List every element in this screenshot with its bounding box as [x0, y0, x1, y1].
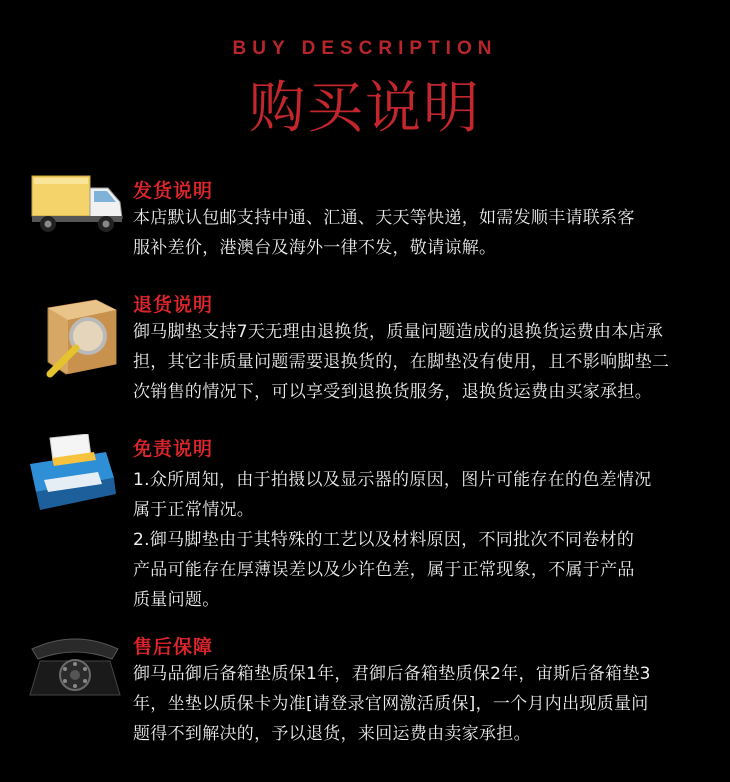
body-line: 次销售的情况下，可以享受到退换货服务，退换货运费由买家承担。	[133, 382, 652, 402]
body-line: 题得不到解决的，予以退货，来回运费由卖家承担。	[133, 724, 531, 744]
section-body	[133, 317, 713, 407]
body-line: 服补差价，港澳台及海外一律不发，敬请谅解。	[133, 238, 497, 258]
body-line: 属于正常情况。	[133, 500, 255, 520]
body-line: 御马脚垫支持7天无理由退换货，质量问题造成的退换货运费由本店承	[133, 322, 664, 342]
section-title: 售后保障	[133, 636, 214, 658]
header-title-en: BUY DESCRIPTION	[232, 38, 498, 59]
body-line: 本店默认包邮支持中通、汇通、天天等快递，如需发顺丰请联系客	[133, 208, 635, 228]
delivery-truck-icon	[30, 170, 126, 240]
section-title: 退货说明	[133, 294, 214, 316]
section-body	[133, 659, 713, 749]
body-line: 产品可能存在厚薄误差以及少许色差，属于正常现象，不属于产品	[133, 560, 635, 580]
body-line: 御马品御后备箱垫质保1年，君御后备箱垫质保2年，宙斯后备箱垫3	[133, 664, 651, 684]
section-body	[133, 465, 713, 615]
header-title-cn: 购买说明	[249, 76, 481, 141]
body-line: 1.众所周知，由于拍摄以及显示器的原因，图片可能存在的色差情况	[133, 470, 652, 490]
body-line: 质量问题。	[133, 590, 220, 610]
typewriter-icon	[22, 434, 118, 522]
body-line: 担，其它非质量问题需要退换货的，在脚垫没有使用，且不影响脚垫二	[133, 352, 670, 372]
section-body	[133, 203, 713, 263]
body-line: 年，坐垫以质保卡为准[请登录官网激活质保]，一个月内出现质量问	[133, 694, 649, 714]
section-title: 免责说明	[133, 438, 214, 460]
magnifier-box-icon	[36, 294, 122, 388]
rotary-phone-icon	[26, 635, 124, 703]
body-line: 2.御马脚垫由于其特殊的工艺以及材料原因，不同批次不同卷材的	[133, 530, 635, 550]
section-title: 发货说明	[133, 180, 214, 202]
